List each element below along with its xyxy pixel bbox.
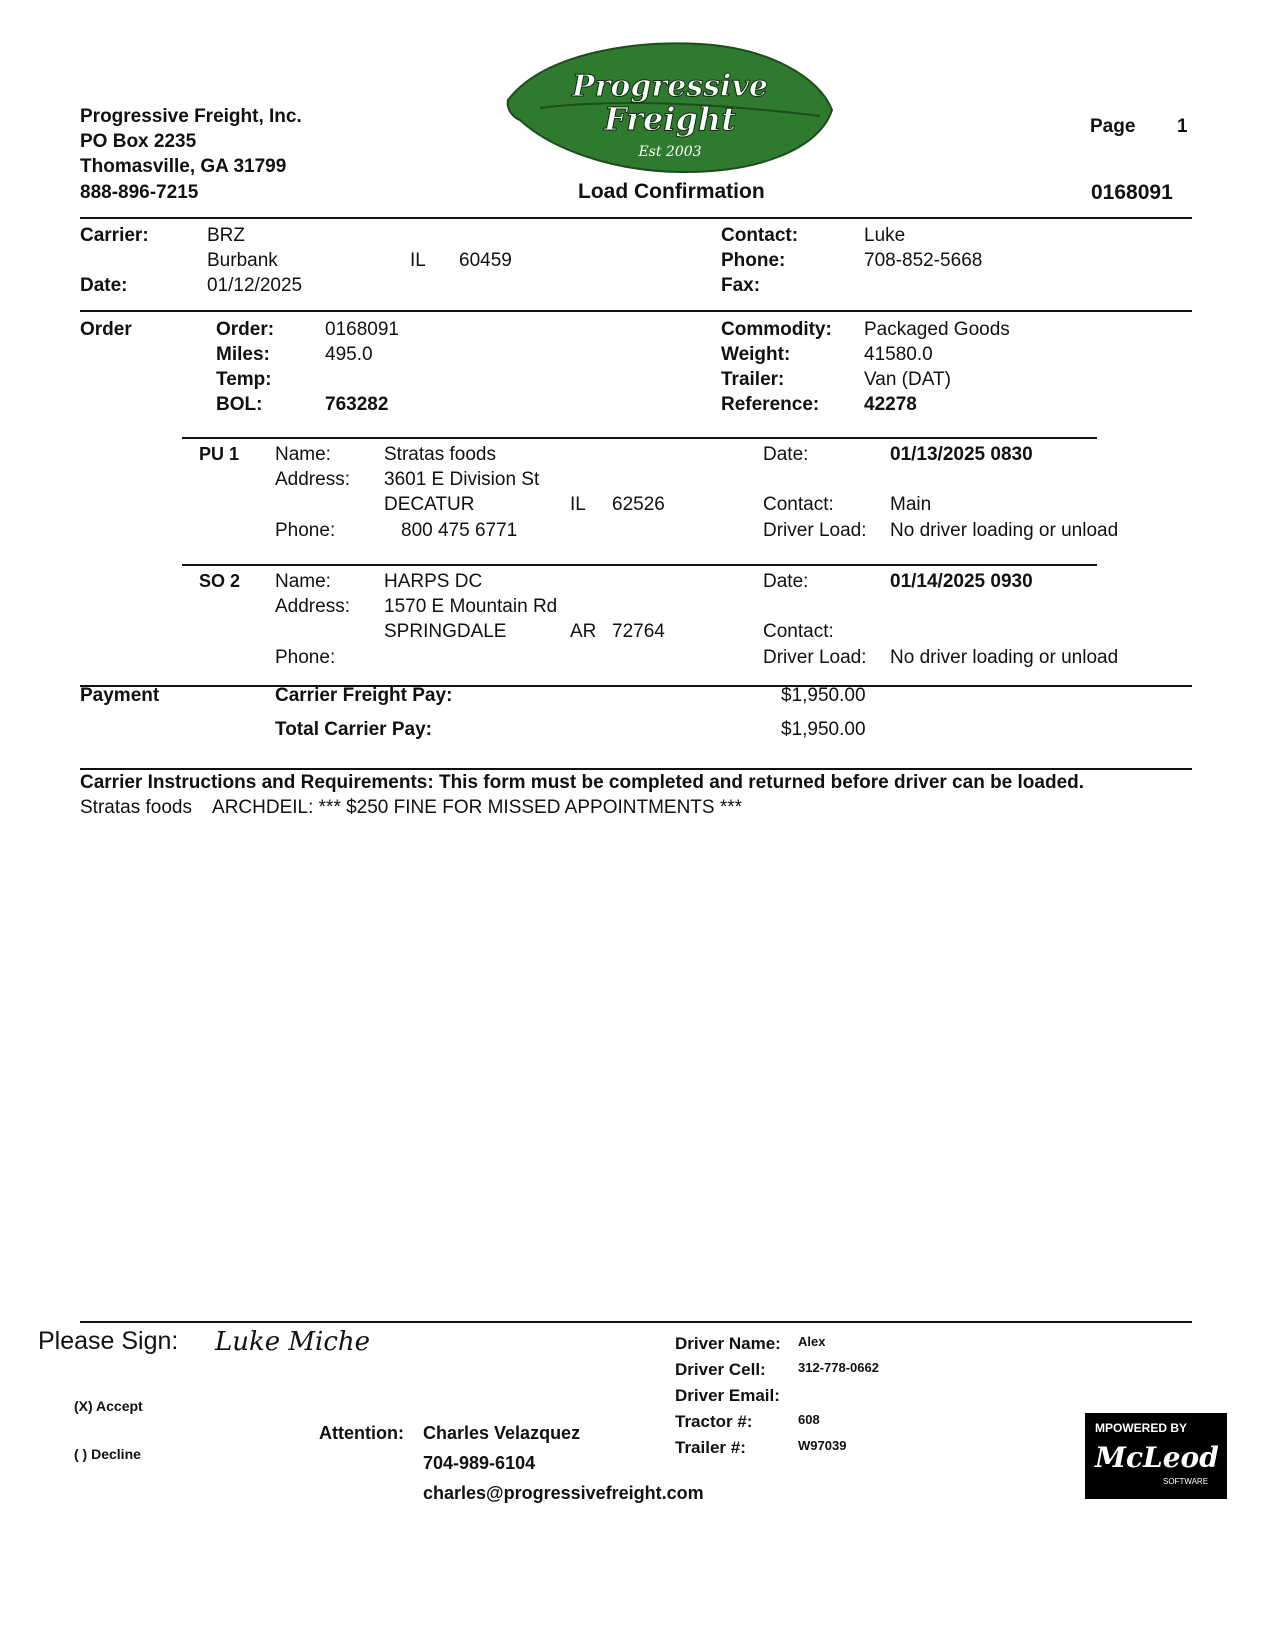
stop-city: SPRINGDALE [384, 621, 507, 642]
decline-option[interactable]: ( ) Decline [74, 1446, 141, 1462]
freight-pay-label: Carrier Freight Pay: [275, 685, 453, 706]
stop-driver-load: No driver loading or unload [890, 647, 1119, 668]
divider [80, 685, 1192, 687]
stop-zip: 62526 [612, 494, 665, 515]
mcleod-brand: McLeod [1095, 1441, 1219, 1474]
logo-est: Est 2003 [638, 144, 702, 160]
stop-driver-load-label: Driver Load: [763, 520, 867, 541]
divider [80, 1321, 1192, 1323]
stop-date-label: Date: [763, 444, 809, 465]
trailer-value: Van (DAT) [864, 369, 951, 390]
logo-line1: Progressive [572, 69, 768, 104]
trailer-number-value: W97039 [798, 1438, 847, 1453]
trailer-number-label: Trailer #: [675, 1438, 746, 1457]
mcleod-top-text: MPOWERED BY [1095, 1421, 1188, 1435]
progressive-freight-logo [500, 38, 840, 178]
phone-value: 708-852-5668 [864, 250, 983, 271]
commodity-value: Packaged Goods [864, 319, 1010, 340]
carrier-zip: 60459 [459, 250, 512, 271]
stop-address: 3601 E Division St [384, 469, 540, 490]
stop-code: PU 1 [199, 444, 240, 464]
carrier-label: Carrier: [80, 225, 149, 246]
stop-date: 01/13/2025 0830 [890, 444, 1033, 465]
divider [80, 310, 1192, 312]
signature-value[interactable]: Luke Miche [215, 1327, 371, 1357]
stop-state: IL [570, 494, 586, 515]
stop-name-label: Name: [275, 571, 331, 592]
order-section-label: Order [80, 319, 132, 340]
stop-driver-load: No driver loading or unload [890, 520, 1119, 541]
contact-label: Contact: [721, 225, 799, 246]
accept-option[interactable]: (X) Accept [74, 1398, 143, 1414]
miles-label: Miles: [216, 344, 270, 365]
carrier-date-label: Date: [80, 275, 128, 296]
carrier-state: IL [410, 250, 426, 271]
reference-value: 42278 [864, 394, 917, 415]
stop-code: SO 2 [199, 571, 241, 591]
bol-label: BOL: [216, 394, 263, 415]
attention-phone: 704-989-6104 [423, 1453, 536, 1473]
stop-driver-load-label: Driver Load: [763, 647, 867, 668]
payment-section-label: Payment [80, 685, 160, 706]
driver-name-label: Driver Name: [675, 1334, 781, 1353]
stop-phone-label: Phone: [275, 520, 336, 541]
divider [182, 437, 1097, 439]
stop-contact: Main [890, 494, 932, 515]
please-sign-label: Please Sign: [38, 1327, 179, 1355]
divider [182, 564, 1097, 566]
page-title: Load Confirmation [578, 180, 765, 203]
company-po-box: PO Box 2235 [80, 131, 197, 152]
stop-address-label: Address: [275, 469, 350, 490]
order-value: 0168091 [325, 319, 399, 340]
total-pay-label: Total Carrier Pay: [275, 719, 432, 740]
stop-address: 1570 E Mountain Rd [384, 596, 558, 617]
freight-pay-value: $1,950.00 [781, 685, 866, 706]
company-name: Progressive Freight, Inc. [80, 106, 302, 127]
bol-value: 763282 [325, 394, 389, 415]
tractor-label: Tractor #: [675, 1412, 753, 1431]
divider [80, 768, 1192, 770]
tractor-value: 608 [798, 1412, 820, 1427]
stop-name: Stratas foods [384, 444, 496, 465]
confirmation-number: 0168091 [1091, 181, 1173, 204]
divider [80, 217, 1192, 219]
instructions-heading: Carrier Instructions and Requirements: This form must be completed and returned before driver can be loaded. [80, 772, 1085, 793]
commodity-label: Commodity: [721, 319, 832, 340]
carrier-city: Burbank [207, 250, 278, 271]
stop-date: 01/14/2025 0930 [890, 571, 1033, 592]
stop-state: AR [570, 621, 597, 642]
carrier-name: BRZ [207, 225, 245, 246]
reference-label: Reference: [721, 394, 820, 415]
company-phone: 888-896-7215 [80, 182, 199, 203]
stop-name-label: Name: [275, 444, 331, 465]
order-label: Order: [216, 319, 275, 340]
fax-label: Fax: [721, 275, 761, 296]
stop-phone-label: Phone: [275, 647, 336, 668]
stop-contact-label: Contact: [763, 621, 834, 642]
stop-zip: 72764 [612, 621, 665, 642]
stop-city: DECATUR [384, 494, 475, 515]
mcleod-sub: SOFTWARE [1163, 1477, 1209, 1486]
stop-contact-label: Contact: [763, 494, 834, 515]
weight-label: Weight: [721, 344, 791, 365]
page-label: Page [1090, 116, 1136, 137]
company-city: Thomasville, GA 31799 [80, 156, 287, 177]
stop-name: HARPS DC [384, 571, 483, 592]
temp-label: Temp: [216, 369, 272, 390]
phone-label: Phone: [721, 250, 786, 271]
miles-value: 495.0 [325, 344, 373, 365]
mcleod-badge [1085, 1413, 1227, 1499]
driver-cell-label: Driver Cell: [675, 1360, 766, 1379]
instructions-line: Stratas foods ARCHDEIL: *** $250 FINE FOR MISSED APPOINTMENTS *** [80, 797, 743, 818]
stop-date-label: Date: [763, 571, 809, 592]
page-number: 1 [1177, 116, 1188, 137]
logo-line2: Freight [604, 100, 736, 138]
attention-name: Charles Velazquez [423, 1423, 581, 1443]
weight-value: 41580.0 [864, 344, 933, 365]
stop-address-label: Address: [275, 596, 350, 617]
driver-email-label: Driver Email: [675, 1386, 780, 1405]
carrier-date: 01/12/2025 [207, 275, 303, 296]
trailer-label: Trailer: [721, 369, 785, 390]
total-pay-value: $1,950.00 [781, 719, 866, 740]
attention-email[interactable]: charles@progressivefreight.com [423, 1483, 704, 1503]
stop-phone: 800 475 6771 [401, 520, 518, 541]
contact-value: Luke [864, 225, 906, 246]
attention-label: Attention: [319, 1423, 404, 1443]
driver-name: Alex [798, 1334, 826, 1349]
driver-cell: 312-778-0662 [798, 1360, 879, 1375]
